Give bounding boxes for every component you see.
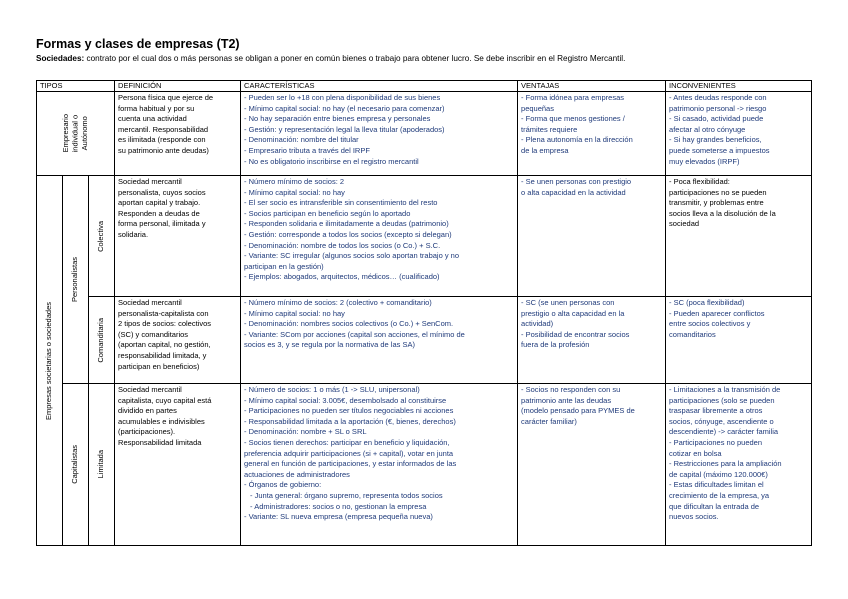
text-line: personalista-capitalista con	[118, 308, 209, 318]
group-sociedades-label: Empresas societarias o sociedades	[44, 301, 54, 420]
text-line: - Antes deudas responde con	[669, 93, 767, 102]
text-line: - Gestión: y representación legal la lleva titular (apoderados)	[244, 124, 445, 134]
text-line: de capital (máximo 120.000€)	[669, 469, 768, 479]
text-line: participan en la gestión)	[244, 261, 324, 271]
text-line: patrimonio personal -> riesgo	[669, 103, 767, 113]
text-line: - El ser socio es intransferible sin consentimiento del resto	[244, 198, 438, 208]
text-line: - No hay separación entre bienes empresa y personales	[244, 114, 431, 124]
inconvenientes-limitada	[666, 384, 812, 546]
tipo-limitada	[89, 384, 115, 546]
text-line: (modelo pensado para PYMES de	[521, 406, 635, 416]
subtitle-label: Sociedades:	[36, 54, 85, 63]
table-row-comanditaria	[37, 297, 812, 384]
text-line: muy elevados (IRPF)	[669, 156, 740, 166]
text-line: Responsabilidad limitada	[118, 437, 202, 447]
group-personalistas	[63, 176, 89, 384]
text-line: cuenta una actividad	[118, 114, 187, 124]
inconvenientes-colectiva	[666, 176, 812, 297]
text-line: - Pueden aparecer conflictos	[669, 308, 765, 318]
text-line: socios lleva a la disolución de la	[669, 208, 776, 218]
text-line: - Mínimo capital social: 3.005€, desembolsado al constituirse	[244, 395, 447, 405]
text-line: - SC (se unen personas con	[521, 298, 615, 307]
text-line: acumulables e indivisibles	[118, 416, 205, 426]
text-line: - Si casado, actividad puede	[669, 114, 764, 124]
text-line: es ilimitada (responde con	[118, 135, 206, 145]
text-line: - Forma que menos gestiones /	[521, 114, 625, 124]
text-line: comanditarios	[669, 329, 716, 339]
text-line: carácter familiar)	[521, 416, 577, 426]
text-line: - Participaciones no pueden ser títulos negociables ni acciones	[244, 406, 454, 416]
text-line: - Estas dificultades limitan el	[669, 480, 764, 490]
text-line: su patrimonio ante deudas)	[118, 145, 209, 155]
text-line: - Mínimo capital social: no hay	[244, 187, 345, 197]
text-line: - No es obligatorio inscribirse en el registro mercantil	[244, 156, 419, 166]
text-line: sociedad	[669, 219, 700, 229]
text-line: - Restricciones para la ampliación	[669, 459, 782, 469]
text-line: general en función de participaciones, y estar informados de las	[244, 459, 457, 469]
text-line: - Se unen personas con prestigio	[521, 177, 632, 186]
text-line: - Junta general: órgano supremo, representa todos socios	[250, 490, 443, 500]
text-line: - Socios participan en beneficio según lo aportado	[244, 208, 411, 218]
text-line: dividido en partes	[118, 406, 177, 416]
text-line: responsabilidad limitada, y	[118, 350, 207, 360]
table-row-limitada	[37, 384, 812, 546]
text-line: Persona física que ejerce de	[118, 93, 214, 102]
text-line: fuera de la profesión	[521, 340, 590, 350]
group-personalistas-label: Personalistas	[70, 256, 80, 303]
header-caracteristicas: CARACTERÍSTICAS	[241, 81, 518, 92]
text-line: de la empresa	[521, 145, 569, 155]
text-line: preferencia adquirir participaciones (si + capital), votar en junta	[244, 448, 454, 458]
tipo-limitada-label: Limitada	[96, 450, 106, 479]
text-line: forma habitual y por su	[118, 103, 195, 113]
text-line: actividad)	[521, 319, 554, 329]
companies-table	[36, 80, 812, 546]
header-definicion: DEFINICIÓN	[115, 81, 241, 92]
text-line: - Denominación: nombre de todos los socios (o Co.) + S.C.	[244, 240, 441, 250]
caracteristicas-colectiva	[241, 176, 518, 297]
text-line: capitalista, cuyo capital está	[118, 395, 212, 405]
ventajas-comanditaria	[518, 297, 666, 384]
text-line: socios es 3, y se regula por la normativa de las SA)	[244, 340, 415, 350]
group-capitalistas	[63, 384, 89, 546]
text-line: forma personal, ilimitada y	[118, 219, 206, 229]
text-line: afectar al otro cónyuge	[669, 124, 746, 134]
text-line: aportan capital y trabajo.	[118, 198, 201, 208]
definicion-comanditaria	[115, 297, 241, 384]
text-line: - Número mínimo de socios: 2	[244, 177, 345, 186]
ventajas-limitada	[518, 384, 666, 546]
text-line: - Socios tienen derechos: participar en beneficio y liquidación,	[244, 437, 450, 447]
text-line: - Plena autonomía en la dirección	[521, 135, 633, 145]
text-line: socios, cónyuge, ascendiente o	[669, 416, 774, 426]
text-line: participan en beneficios)	[118, 361, 200, 371]
text-line: - Denominación: nombres socios colectivos (o Co.) + SenCom.	[244, 319, 454, 329]
inconvenientes-comanditaria	[666, 297, 812, 384]
definicion-autonomo	[115, 92, 241, 176]
text-line: participaciones (solo se pueden	[669, 395, 775, 405]
text-line: - Responden solidaria e ilimitadamente a deudas (patrimonio)	[244, 219, 449, 229]
tipo-colectiva-label: Colectiva	[96, 220, 106, 252]
text-line: prestigio o alta capacidad en la	[521, 308, 625, 318]
caracteristicas-comanditaria	[241, 297, 518, 384]
header-row	[37, 81, 812, 92]
text-line: cotizar en bolsa	[669, 448, 722, 458]
text-line: o alta capacidad en la actividad	[521, 187, 626, 197]
text-line: - Pueden ser lo +18 con plena disponibilidad de sus bienes	[244, 93, 441, 102]
definicion-limitada	[115, 384, 241, 546]
text-line: descendiente) -> carácter familia	[669, 427, 779, 437]
text-line: - Limitaciones a la transmisión de	[669, 385, 781, 394]
text-line: puede someterse a impuestos	[669, 145, 770, 155]
group-capitalistas-label: Capitalistas	[70, 445, 80, 484]
text-line: Sociedad mercantil	[118, 298, 182, 307]
text-line: - Variante: SC irregular (algunos socios solo aportan trabajo y no	[244, 251, 460, 261]
text-line: Responden a deudas de	[118, 208, 200, 218]
text-line: traspasar libremente a otros	[669, 406, 763, 416]
tipo-autonomo	[37, 92, 115, 176]
tipo-comanditaria	[89, 297, 115, 384]
text-line: 2 tipos de socios: colectivos	[118, 319, 211, 329]
text-line: (aportan capital, no gestión,	[118, 340, 211, 350]
text-line: transmitir, y problemas entre	[669, 198, 764, 208]
text-line: - Mínimo capital social: no hay (el necesario para comenzar)	[244, 103, 445, 113]
text-line: - Poca flexibilidad:	[669, 177, 730, 186]
text-line: - Órganos de gobierno:	[244, 480, 322, 490]
text-line: Sociedad mercantil	[118, 385, 182, 394]
text-line: (SC) y comanditarios	[118, 329, 189, 339]
caracteristicas-autonomo	[241, 92, 518, 176]
text-line: - Gestión: corresponde a todos los socios (excepto si delegan)	[244, 229, 452, 239]
text-line: que dificultan la entrada de	[669, 501, 760, 511]
text-line: solidaria.	[118, 229, 149, 239]
text-line: - SC (poca flexibilidad)	[669, 298, 745, 307]
text-line: patrimonio ante las deudas	[521, 395, 612, 405]
subtitle-text: contrato por el cual dos o más personas se obligan a poner en común bienes o trabajo para obtener lucro. Se debe inscribir en el Registro Mercantil.	[84, 54, 626, 63]
text-line: - Responsabilidad limitada a la aportación (€, bienes, derechos)	[244, 416, 456, 426]
ventajas-colectiva	[518, 176, 666, 297]
table-row-colectiva	[37, 176, 812, 297]
text-line: mercantil. Responsabilidad	[118, 124, 209, 134]
text-line: - Posibilidad de encontrar socios	[521, 329, 630, 339]
text-line: - Participaciones no pueden	[669, 437, 763, 447]
header-ventajas: VENTAJAS	[518, 81, 666, 92]
text-line: - Ejemplos: abogados, arquitectos, médicos… (cualificado)	[244, 272, 440, 282]
group-sociedades	[37, 176, 63, 546]
text-line: pequeñas	[521, 103, 554, 113]
text-line: personalista, cuyos socios	[118, 187, 206, 197]
table-row-autonomo	[37, 92, 812, 176]
text-line: nuevos socios.	[669, 512, 719, 522]
text-line: - Forma idónea para empresas	[521, 93, 624, 102]
text-line: (participaciones).	[118, 427, 176, 437]
page-title: Formas y clases de empresas (T2)	[36, 37, 240, 51]
text-line: - Variante: SCom por acciones (capital son acciones, el mínimo de	[244, 329, 465, 339]
text-line: - Administradores: socios o no, gestionan la empresa	[250, 501, 427, 511]
caracteristicas-limitada	[241, 384, 518, 546]
text-line: - Si hay grandes beneficios,	[669, 135, 762, 145]
tipo-comanditaria-label: Comanditaria	[96, 317, 106, 363]
header-inconvenientes: INCONVENIENTES	[666, 81, 812, 92]
definicion-colectiva	[115, 176, 241, 297]
text-line: Sociedad mercantil	[118, 177, 182, 186]
text-line: - Denominación: nombre + SL o SRL	[244, 427, 367, 437]
tipo-colectiva	[89, 176, 115, 297]
text-line: - Denominación: nombre del titular	[244, 135, 359, 145]
inconvenientes-autonomo	[666, 92, 812, 176]
text-line: actuaciones de administradores	[244, 469, 350, 479]
text-line: participaciones no se pueden	[669, 187, 767, 197]
header-tipos: TIPOS	[37, 81, 115, 92]
ventajas-autonomo	[518, 92, 666, 176]
text-line: - Número mínimo de socios: 2 (colectivo + comanditario)	[244, 298, 432, 307]
text-line: - Empresario tributa a través del IRPF	[244, 145, 370, 155]
text-line: - Mínimo capital social: no hay	[244, 308, 345, 318]
text-line: - Número de socios: 1 o más (1 -> SLU, unipersonal)	[244, 385, 420, 394]
text-line: entre socios colectivos y	[669, 319, 751, 329]
subtitle	[36, 54, 625, 63]
text-line: - Socios no responden con su	[521, 385, 621, 394]
tipo-autonomo-label: Empresario individual o Autónomo	[61, 114, 90, 153]
text-line: trámites requiere	[521, 124, 578, 134]
text-line: crecimiento de la empresa, ya	[669, 490, 770, 500]
text-line: - Variante: SL nueva empresa (empresa pequeña nueva)	[244, 512, 433, 522]
